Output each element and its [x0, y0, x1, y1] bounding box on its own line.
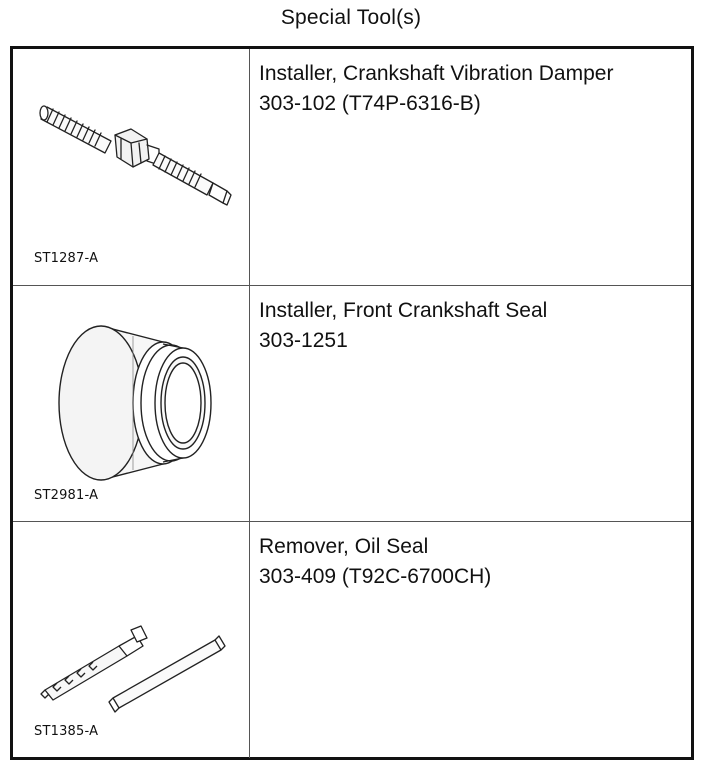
- illustration-code: ST1385-A: [34, 724, 99, 739]
- page-title: Special Tool(s): [280, 6, 422, 29]
- tool-number: 303-1251: [259, 329, 348, 352]
- table-row: [13, 49, 691, 285]
- illustration-cell: [13, 286, 250, 522]
- tool-description: [259, 532, 687, 592]
- illustration-cell: [13, 522, 250, 758]
- tool-name: Installer, Crankshaft Vibration Damper: [259, 62, 614, 85]
- illustration-code: ST1287-A: [34, 251, 99, 266]
- special-tools-table: [10, 46, 694, 760]
- table-row: [13, 285, 691, 522]
- tool-name: Installer, Front Crankshaft Seal: [259, 299, 548, 322]
- tool-description: [259, 59, 687, 119]
- tool-name: Remover, Oil Seal: [259, 535, 429, 558]
- table-row: [13, 521, 691, 758]
- tool-number: 303-409 (T92C-6700CH): [259, 565, 492, 588]
- seal-installer-illustration: [13, 286, 249, 522]
- tool-description: [259, 296, 687, 356]
- damper-installer-illustration: [13, 49, 249, 285]
- oil-seal-remover-illustration: [13, 522, 249, 758]
- illustration-code: ST2981-A: [34, 488, 99, 503]
- illustration-cell: [13, 49, 250, 285]
- tool-number: 303-102 (T74P-6316-B): [259, 92, 481, 115]
